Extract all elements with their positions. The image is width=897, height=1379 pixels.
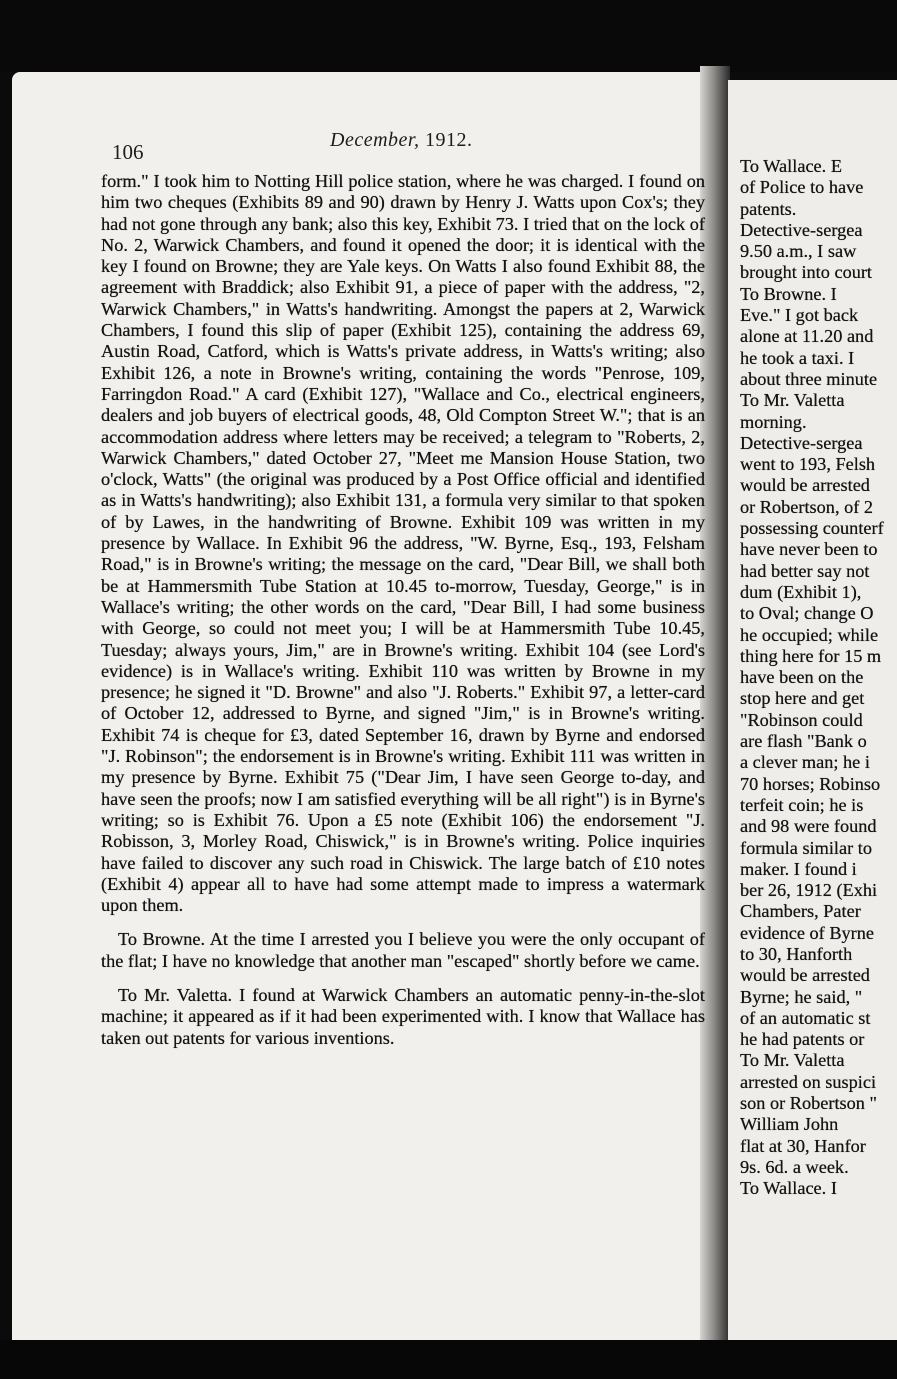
right-page-line: patents.: [740, 198, 797, 219]
right-page-line: a clever man; he i: [740, 752, 870, 773]
right-page-line: of an automatic st: [740, 1007, 871, 1028]
right-page-line: have been on the: [740, 667, 864, 688]
scan-bottom-border: [0, 1340, 897, 1379]
right-page-line: alone at 11.20 and: [740, 326, 874, 347]
right-page-line: To Mr. Valetta: [740, 390, 845, 411]
right-page-line: he had patents or: [740, 1029, 865, 1050]
right-page-line: would be arrested: [740, 965, 870, 986]
right-page-line: had better say not: [740, 560, 870, 581]
page-number: 106: [112, 140, 144, 164]
right-page-line: he occupied; while: [740, 624, 879, 645]
right-page-line: to Oval; change O: [740, 603, 874, 624]
right-page-line: flat at 30, Hanfor: [740, 1135, 866, 1156]
right-page-line: formula similar to: [740, 837, 873, 858]
right-page-line: stop here and get: [740, 688, 865, 709]
right-page-text-column: [740, 156, 897, 1200]
right-page-line: or Robertson, of 2: [740, 496, 874, 517]
right-page-line: To Wallace. I: [740, 1178, 837, 1199]
paragraph: To Mr. Valetta. I found at Warwick Chambers an automatic penny-in-the-slot machine; it appeared as if it had been experimented with. I know that Wallace has taken out patents for various inventions.: [101, 984, 705, 1048]
right-page-line: have never been to: [740, 539, 878, 560]
right-page-line: 9.50 a.m., I saw: [740, 241, 857, 262]
right-page-line: morning.: [740, 411, 807, 432]
right-page-line: and 98 were found: [740, 816, 877, 837]
right-page-line: arrested on suspici: [740, 1071, 877, 1092]
right-page-line: Detective-sergea: [740, 432, 863, 453]
right-page-line: Detective-sergea: [740, 219, 863, 240]
right-page-line: ber 26, 1912 (Exhi: [740, 880, 878, 901]
paragraph: form." I took him to Notting Hill police station, where he was charged. I found on him two cheques (Exhibits 89 and 90) drawn by Henry J. Watts upon Cox's; they had not gone through any bank; also this key, Exhibit 73. I tried that on the lock of No. 2, Warwick Chambers, and found it opened the door; it is identical with the key I found on Browne; they are Yale keys. On Watts I also found Exhibit 88, the agreement with Braddick; also Exhibit 91, a piece of paper with the address, "2, Warwick Chambers," in Watts's handwriting. Amongst the papers at 2, Warwick Chambers, I found this slip of paper (Exhibit 125), containing the address 69, Austin Road, Catford, which is Watts's private address, in Watts's writing; also Exhibit 126, a note in Browne's writing, containing the words "Penrose, 109, Farringdon Road." A card (Exhibit 127), "Wallace and Co., electrical engineers, dealers and job buyers of electrical goods, 48, Old Compton Street W."; that is an accommodation address where letters may be received; a telegram to "Roberts, 2, Warwick Chambers," dated October 27, "Meet me Mansion House Station, two o'clock, Watts" (the original was produced by a Post Office official and identified as in Watts's handwriting); also Exhibit 131, a formula very similar to that spoken of by Lawes, in the handwriting of Browne. Exhibit 109 was written in my presence by Wallace. In Exhibit 96 the address, "W. Byrne, Esq., 193, Felsham Road," is in Browne's writing; the message on the card, "Dear Bill, we shall both be at Hammersmith Tube Station at 10.45 to-morrow, Tuesday, George," is in Wallace's writing; the other words on the card, "Dear Bill, I had some business with George, so could not meet you; I will be at Hammersmith Tube 10.45, Tuesday; always yours, Jim," are in Browne's writing. Exhibit 104 (see Lord's evidence) is in Wallace's writing. Exhibit 110 was written by Browne in my presence; he signed it "D. Browne" and also "J. Roberts." Exhibit 97, a letter-card of October 12, addressed to Byrne, and signed "Jim," is in Browne's writing. Exhibit 74 is cheque for £3, dated September 16, drawn by Byrne and endorsed "J. Robinson"; the endorsement is in Browne's writing. Exhibit 111 was written in my presence by Byrne. Exhibit 75 ("Dear Jim, I have seen George to-day, and have seen the proofs; now I am satisfied everything will be all right") is in Byrne's writing; so is Exhibit 76. Upon a £5 note (Exhibit 106) the endorsement "J. Robisson, 3, Morley Road, Chiswick," is in Browne's writing. Police inquiries have failed to discover any such road in Chiswick. The large batch of £10 notes (Exhibit 4) appear all to have had some attempt made to impress a watermark upon them.: [101, 171, 705, 916]
right-page-line: "Robinson could: [740, 709, 863, 730]
right-page-line: maker. I found i: [740, 858, 857, 879]
right-page-line: Eve." I got back: [740, 305, 859, 326]
right-page-line: thing here for 15 m: [740, 645, 882, 666]
right-page-line: of Police to have: [740, 177, 864, 198]
running-head-month: December,: [330, 129, 420, 151]
right-page-line: about three minute: [740, 368, 878, 389]
right-page-line: 70 horses; Robinso: [740, 773, 881, 794]
running-head: [330, 129, 472, 152]
right-page-line: to 30, Hanforth: [740, 943, 853, 964]
right-page-line: went to 193, Felsh: [740, 454, 876, 475]
right-page-line: are flash "Bank o: [740, 731, 867, 752]
right-page-line: possessing counterf: [740, 518, 884, 539]
right-page-line: To Wallace. E: [740, 156, 842, 176]
right-page-line: Byrne; he said, ": [740, 986, 863, 1007]
right-page-line: To Browne. I: [740, 283, 837, 304]
paragraph: To Browne. At the time I arrested you I believe you were the only occupant of the flat; I have no knowledge that another man "escaped" shortly before we came.: [101, 929, 705, 971]
main-text-column: [101, 171, 705, 1049]
right-page-line: To Mr. Valetta: [740, 1050, 845, 1071]
right-page-line: brought into court: [740, 262, 873, 283]
right-page-line: 9s. 6d. a week.: [740, 1156, 849, 1177]
right-page-line: William John: [740, 1114, 839, 1135]
right-page-line: he took a taxi. I: [740, 347, 855, 368]
right-page-line: would be arrested: [740, 475, 870, 496]
right-page-line: son or Robertson ": [740, 1093, 877, 1114]
scan-top-border: [0, 0, 897, 72]
right-page-line: Chambers, Pater: [740, 901, 861, 922]
right-page-line: dum (Exhibit 1),: [740, 581, 862, 602]
running-head-year: 1912.: [424, 129, 473, 151]
right-page-line: evidence of Byrne: [740, 922, 875, 943]
right-page-line: terfeit coin; he is: [740, 794, 864, 815]
